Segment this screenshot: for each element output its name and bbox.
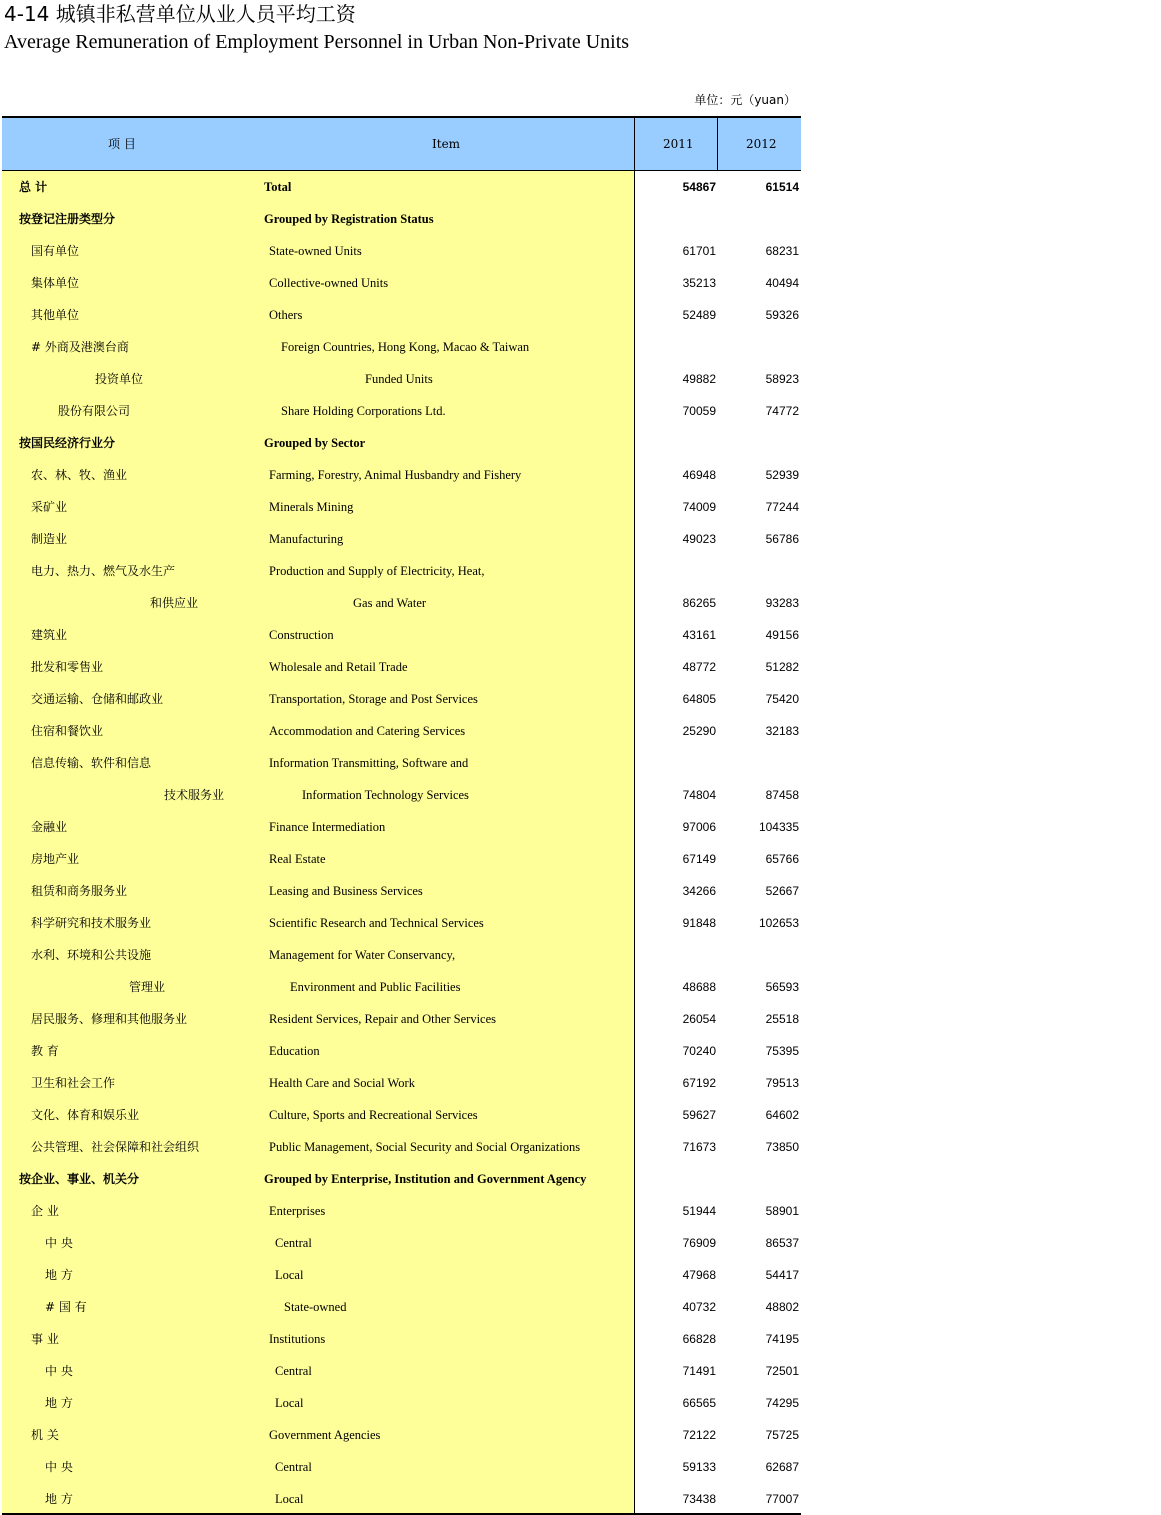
table-row (0, 1099, 801, 1131)
table-row (0, 491, 801, 523)
row-label-en: Total (264, 180, 292, 194)
row-label-en: Information Transmitting, Software and (269, 756, 469, 770)
row-label-cn: 住宿和餐饮业 (31, 724, 104, 738)
value-2012: 75725 (765, 1428, 799, 1442)
table-row (0, 715, 801, 747)
row-label-cn: 文化、体育和娱乐业 (31, 1108, 140, 1122)
row-label-en: Information Technology Services (302, 788, 469, 802)
row-label-en: Central (275, 1236, 312, 1250)
table-row (0, 1227, 801, 1259)
value-2012: 54417 (765, 1268, 799, 1282)
table-row (0, 1419, 801, 1451)
table-row (0, 235, 801, 267)
value-2011: 73438 (682, 1492, 716, 1506)
table-row (0, 267, 801, 299)
row-label-cn: 交通运输、仓储和邮政业 (31, 692, 164, 706)
value-2011: 59133 (682, 1460, 716, 1474)
row-label-cn: 教 育 (31, 1044, 59, 1058)
row-label-en: Minerals Mining (269, 500, 354, 514)
row-label-cn: 按国民经济行业分 (19, 436, 116, 450)
row-label-en: Local (275, 1492, 304, 1506)
row-label-cn: 采矿业 (31, 500, 68, 514)
row-label-cn: 公共管理、社会保障和社会组织 (31, 1140, 200, 1154)
row-label-en: Culture, Sports and Recreational Services (269, 1108, 478, 1122)
value-2012: 40494 (765, 276, 799, 290)
value-2012: 65766 (765, 852, 799, 866)
table-row (0, 395, 801, 427)
value-2011: 26054 (682, 1012, 716, 1026)
value-2011: 61701 (682, 244, 716, 258)
row-label-cn: 科学研究和技术服务业 (31, 916, 152, 930)
value-2012: 48802 (765, 1300, 799, 1314)
row-label-en: Real Estate (269, 852, 326, 866)
row-label-cn: 地 方 (45, 1396, 73, 1410)
value-2012: 58901 (765, 1204, 799, 1218)
value-2011: 91848 (682, 916, 716, 930)
value-2012: 56786 (765, 532, 799, 546)
value-2012: 52939 (765, 468, 799, 482)
value-2011: 40732 (682, 1300, 716, 1314)
row-label-en: Resident Services, Repair and Other Services (269, 1012, 497, 1026)
table-row (0, 1003, 801, 1035)
row-label-en: Foreign Countries, Hong Kong, Macao & Taiwan (281, 340, 530, 354)
value-2012: 52667 (765, 884, 799, 898)
row-label-en: State-owned (284, 1300, 347, 1314)
row-label-cn: 农、林、牧、渔业 (31, 468, 128, 482)
row-label-en: Transportation, Storage and Post Services (269, 692, 478, 706)
header-divider-2012 (717, 118, 718, 170)
row-label-cn: 中 央 (45, 1364, 73, 1378)
table-row (0, 1195, 801, 1227)
row-label-cn: 中 央 (45, 1460, 73, 1474)
value-2012: 77244 (765, 500, 799, 514)
row-label-en: Health Care and Social Work (269, 1076, 415, 1090)
value-2012: 74295 (765, 1396, 799, 1410)
table-row (0, 971, 801, 1003)
table-row (0, 651, 801, 683)
row-label-en: Grouped by Registration Status (264, 212, 434, 226)
row-label-cn: 投资单位 (95, 372, 144, 386)
value-2011: 54867 (682, 180, 716, 194)
value-2011: 48688 (682, 980, 716, 994)
value-2012: 74772 (765, 404, 799, 418)
value-2011: 48772 (682, 660, 716, 674)
row-label-en: Scientific Research and Technical Services (269, 916, 484, 930)
table-row (0, 1163, 801, 1195)
row-label-cn: 建筑业 (31, 628, 68, 642)
value-2012: 93283 (765, 596, 799, 610)
value-2011: 66565 (682, 1396, 716, 1410)
row-label-en: Production and Supply of Electricity, Heat, (269, 564, 485, 578)
value-2011: 71673 (682, 1140, 716, 1154)
row-label-cn: 和供应业 (150, 596, 199, 610)
table-row (0, 875, 801, 907)
row-label-en: Management for Water Conservancy, (269, 948, 456, 962)
value-2011: 49882 (682, 372, 716, 386)
header-year-2012: 2012 (746, 137, 777, 151)
row-label-en: Enterprises (269, 1204, 326, 1218)
value-2012: 32183 (765, 724, 799, 738)
table-row (0, 1323, 801, 1355)
row-label-cn: 总 计 (19, 180, 48, 194)
value-2012: 49156 (765, 628, 799, 642)
row-label-en: Grouped by Enterprise, Institution and Government Agency (264, 1172, 587, 1186)
table-row (0, 939, 801, 971)
value-2012: 73850 (765, 1140, 799, 1154)
table-row (0, 1067, 801, 1099)
row-label-cn: 居民服务、修理和其他服务业 (31, 1012, 188, 1026)
value-2012: 25518 (765, 1012, 799, 1026)
row-label-cn: 房地产业 (31, 852, 80, 866)
value-2011: 47968 (682, 1268, 716, 1282)
value-2011: 64805 (682, 692, 716, 706)
value-2011: 66828 (682, 1332, 716, 1346)
table-row (0, 1291, 801, 1323)
row-label-en: Construction (269, 628, 334, 642)
row-label-cn: 股份有限公司 (58, 404, 131, 418)
table-row (0, 1387, 801, 1419)
value-2011: 74804 (682, 788, 716, 802)
row-label-cn: 机 关 (31, 1428, 59, 1442)
table-row (0, 907, 801, 939)
row-label-en: Government Agencies (269, 1428, 381, 1442)
row-label-en: Farming, Forestry, Animal Husbandry and Fishery (269, 468, 522, 482)
row-label-en: Local (275, 1396, 304, 1410)
row-label-en: Central (275, 1364, 312, 1378)
value-2012: 75420 (765, 692, 799, 706)
table-row (0, 1451, 801, 1483)
table-row (0, 1259, 801, 1291)
row-label-cn: 制造业 (31, 532, 68, 546)
row-label-cn: 按企业、事业、机关分 (19, 1172, 140, 1186)
row-label-cn: # 国 有 (45, 1300, 87, 1314)
table-body (0, 171, 801, 1515)
row-label-cn: 水利、环境和公共设施 (31, 948, 152, 962)
row-label-en: State-owned Units (269, 244, 362, 258)
value-2011: 70240 (682, 1044, 716, 1058)
row-label-en: Local (275, 1268, 304, 1282)
value-2011: 70059 (682, 404, 716, 418)
table-row (0, 843, 801, 875)
value-2012: 51282 (765, 660, 799, 674)
table-row (0, 811, 801, 843)
value-2012: 72501 (765, 1364, 799, 1378)
value-2011: 59627 (682, 1108, 716, 1122)
row-label-cn: 技术服务业 (164, 788, 225, 802)
row-label-en: Others (269, 308, 303, 322)
unit-label: 单位：元（yuan） (694, 93, 796, 107)
table-row (0, 1035, 801, 1067)
value-2012: 74195 (765, 1332, 799, 1346)
value-2011: 49023 (682, 532, 716, 546)
table-row (0, 683, 801, 715)
value-2012: 104335 (758, 820, 799, 834)
table-row (0, 203, 801, 235)
table-row (0, 1483, 801, 1515)
row-label-cn: 电力、热力、燃气及水生产 (31, 564, 176, 578)
value-2011: 71491 (682, 1364, 716, 1378)
value-2011: 76909 (682, 1236, 716, 1250)
value-2011: 35213 (682, 276, 716, 290)
row-label-cn: 卫生和社会工作 (31, 1076, 116, 1090)
table-row (0, 523, 801, 555)
table-row (0, 1131, 801, 1163)
row-label-cn: 企 业 (31, 1204, 59, 1218)
value-2011: 46948 (682, 468, 716, 482)
title-chinese: 4-14 城镇非私营单位从业人员平均工资 (4, 2, 356, 26)
table-row (0, 363, 801, 395)
row-label-cn: 管理业 (129, 980, 166, 994)
value-2012: 64602 (765, 1108, 799, 1122)
table-row (0, 331, 801, 363)
value-2011: 86265 (682, 596, 716, 610)
row-label-en: Finance Intermediation (269, 820, 386, 834)
row-label-cn: # 外商及港澳台商 (31, 340, 129, 354)
value-2012: 58923 (765, 372, 799, 386)
row-label-en: Manufacturing (269, 532, 344, 546)
value-2012: 102653 (758, 916, 799, 930)
row-label-cn: 信息传输、软件和信息 (31, 756, 152, 770)
row-label-en: Collective-owned Units (269, 276, 389, 290)
row-label-cn: 地 方 (45, 1268, 73, 1282)
value-2012: 77007 (765, 1492, 799, 1506)
row-label-en: Environment and Public Facilities (290, 980, 461, 994)
value-2012: 86537 (765, 1236, 799, 1250)
table-row (0, 587, 801, 619)
row-label-en: Institutions (269, 1332, 326, 1346)
row-label-en: Wholesale and Retail Trade (269, 660, 408, 674)
value-2011: 97006 (682, 820, 716, 834)
row-label-cn: 批发和零售业 (31, 660, 104, 674)
value-2012: 75395 (765, 1044, 799, 1058)
row-label-en: Funded Units (365, 372, 433, 386)
value-2011: 34266 (682, 884, 716, 898)
table-row (0, 779, 801, 811)
row-label-en: Grouped by Sector (264, 436, 366, 450)
value-2011: 74009 (682, 500, 716, 514)
row-label-cn: 国有单位 (31, 244, 80, 258)
table-row (0, 171, 801, 203)
row-label-en: Leasing and Business Services (269, 884, 423, 898)
value-2012: 59326 (765, 308, 799, 322)
row-label-cn: 中 央 (45, 1236, 73, 1250)
row-label-cn: 地 方 (45, 1492, 73, 1506)
row-label-en: Public Management, Social Security and Social Organizations (269, 1140, 581, 1154)
header-item-en: Item (432, 137, 461, 151)
row-label-cn: 金融业 (31, 820, 68, 834)
value-2012: 68231 (765, 244, 799, 258)
table-row (0, 1355, 801, 1387)
row-label-cn: 按登记注册类型分 (19, 212, 116, 226)
value-2011: 25290 (682, 724, 716, 738)
row-label-cn: 事 业 (31, 1332, 59, 1346)
row-label-cn: 其他单位 (31, 308, 80, 322)
row-label-en: Central (275, 1460, 312, 1474)
value-2012: 56593 (765, 980, 799, 994)
header-item-cn: 项 目 (108, 137, 136, 151)
row-label-en: Share Holding Corporations Ltd. (281, 404, 446, 418)
header-year-2011: 2011 (663, 137, 694, 151)
value-2012: 62687 (765, 1460, 799, 1474)
value-2012: 87458 (765, 788, 799, 802)
value-2011: 67149 (682, 852, 716, 866)
value-2011: 67192 (682, 1076, 716, 1090)
title-english: Average Remuneration of Employment Personnel in Urban Non-Private Units (4, 31, 630, 53)
table-row (0, 619, 801, 651)
value-2011: 52489 (682, 308, 716, 322)
value-2012: 61514 (765, 180, 799, 194)
row-label-cn: 集体单位 (31, 276, 80, 290)
table-row (0, 427, 801, 459)
row-label-en: Gas and Water (353, 596, 427, 610)
value-2011: 43161 (682, 628, 716, 642)
table-row (0, 459, 801, 491)
value-2011: 51944 (682, 1204, 716, 1218)
header-divider-2011 (634, 118, 635, 170)
value-2011: 72122 (682, 1428, 716, 1442)
value-2012: 79513 (765, 1076, 799, 1090)
table-row (0, 299, 801, 331)
table-row (0, 747, 801, 779)
row-label-en: Accommodation and Catering Services (269, 724, 466, 738)
row-label-cn: 租赁和商务服务业 (31, 884, 128, 898)
table-row (0, 555, 801, 587)
row-label-en: Education (269, 1044, 320, 1058)
